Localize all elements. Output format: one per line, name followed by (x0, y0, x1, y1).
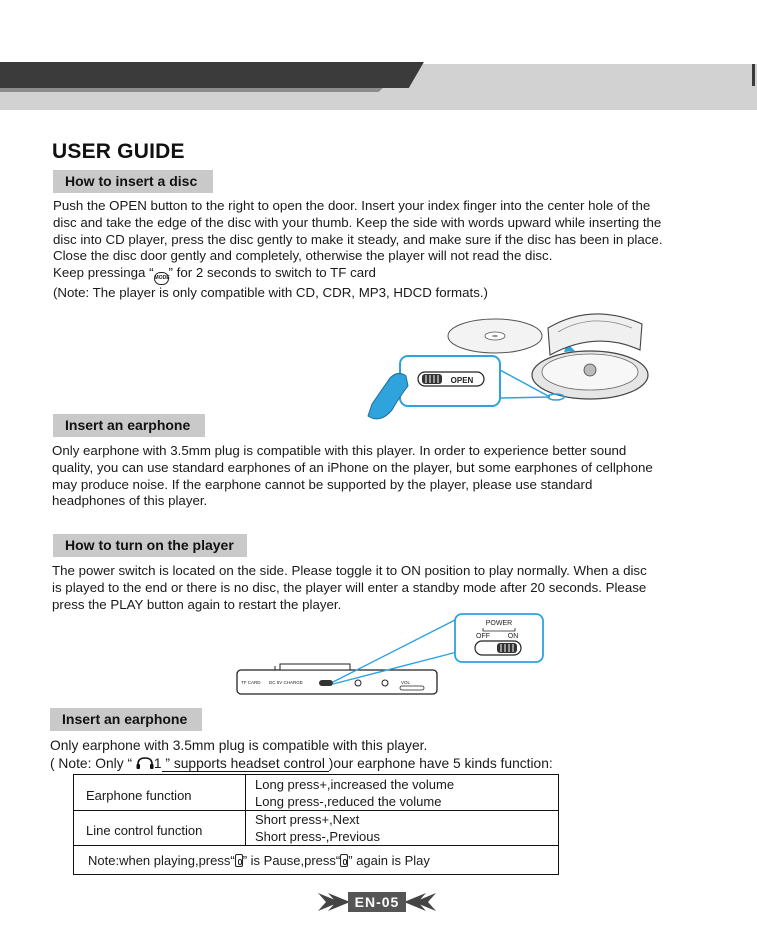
side-label: TF CARD (241, 680, 261, 685)
page-number-tag (318, 892, 436, 912)
headphone-icon (136, 757, 154, 770)
headset-button-icon (340, 854, 348, 867)
side-label: DC 5V CHARGE (269, 680, 303, 685)
text-fragment: )our earphone have 5 kinds function: (328, 756, 553, 771)
text-fragment: Keep pressinga “ (53, 265, 154, 281)
section-heading-earphone-2: Insert an earphone (50, 708, 202, 731)
page-title: USER GUIDE (52, 140, 185, 163)
mode-button-icon: MODE (154, 272, 169, 285)
table-cell-values (255, 777, 454, 810)
off-label: OFF (476, 633, 490, 640)
text-line: Only earphone with 3.5mm plug is compatible with this player. In order to experience better sound (52, 443, 627, 458)
text-line: quality, you can use standard earphones of an iPhone on the player, but some earphones of cellphone (52, 459, 653, 475)
text-line: disc into CD player, press the disc gently to make it steady, and make sure if the disc has been in place. (53, 231, 663, 247)
section-heading-turn-on: How to turn on the player (53, 534, 247, 557)
text-line: press the PLAY button again to restart the player. (52, 596, 342, 612)
text-line: is played to the end or there is no disc, the player will enter a standby mode after 20 seconds. Please (52, 579, 647, 595)
power-switch-illustration (235, 610, 555, 706)
table-cell-label: Line control function (86, 823, 203, 838)
text-line: Push the OPEN button to the right to open the door. Insert your index finger into the center hole of the (53, 198, 651, 213)
text-line: Only earphone with 3.5mm plug is compatible with this player. (50, 738, 428, 753)
text-fragment: ” again is Play (348, 853, 430, 868)
side-label: VOL (401, 680, 411, 685)
table-cell-value: Long press+,increased the volume (255, 777, 455, 792)
header-band-edge (752, 64, 755, 86)
text-line: headphones of this player. (52, 493, 208, 509)
table-cell-value: Short press+,Next (255, 812, 360, 827)
section-heading-earphone: Insert an earphone (53, 414, 205, 437)
table-note (88, 853, 430, 868)
text-fragment: Note:when playing,press“ (88, 853, 235, 868)
table-row (74, 811, 558, 846)
headphone-number: 1 (153, 756, 162, 771)
note-line: (Note: The player is only compatible with CD, CDR, MP3, HDCD formats.) (53, 285, 488, 301)
turn-on-text (52, 563, 647, 613)
function-table (73, 774, 559, 875)
keep-pressing-line (53, 265, 663, 285)
text-line: The power switch is located on the side. Please toggle it to ON position to play normally. When a disc (52, 563, 647, 578)
text-line: Close the disc door gently and completely, otherwise the player will not read the disc. (53, 248, 553, 264)
text-fragment: ” supports headset control (161, 756, 329, 771)
text-fragment: ” is Pause,press“ (242, 853, 341, 868)
earphone-text (52, 443, 653, 510)
table-cell-values (255, 812, 380, 845)
open-switch-label: OPEN (450, 376, 474, 385)
headset-note-line (50, 755, 553, 773)
table-cell-label: Earphone function (86, 788, 192, 803)
table-row (74, 775, 558, 811)
section-heading-insert-disc: How to insert a disc (53, 170, 213, 193)
on-label: ON (507, 633, 519, 640)
text-line: disc and take the edge of the disc with your thumb. Keep the side with words upward while inserting the (53, 214, 662, 230)
text-fragment: ” for 2 seconds to switch to TF card (168, 265, 376, 281)
text-fragment: ( Note: Only “ (50, 756, 136, 771)
page-number: EN-05 (348, 892, 406, 912)
power-switch-small-icon (319, 680, 333, 686)
power-label: POWER (485, 620, 513, 627)
headset-button-icon (235, 854, 243, 867)
insert-disc-text (53, 198, 663, 302)
disc-insert-illustration (360, 300, 660, 425)
earphone-2-text (50, 737, 553, 773)
text-line: may produce noise. If the earphone cannot be supported by the player, please use standard (52, 476, 593, 492)
table-cell-value: Long press-,reduced the volume (255, 793, 442, 809)
table-cell-value: Short press-,Previous (255, 828, 380, 844)
